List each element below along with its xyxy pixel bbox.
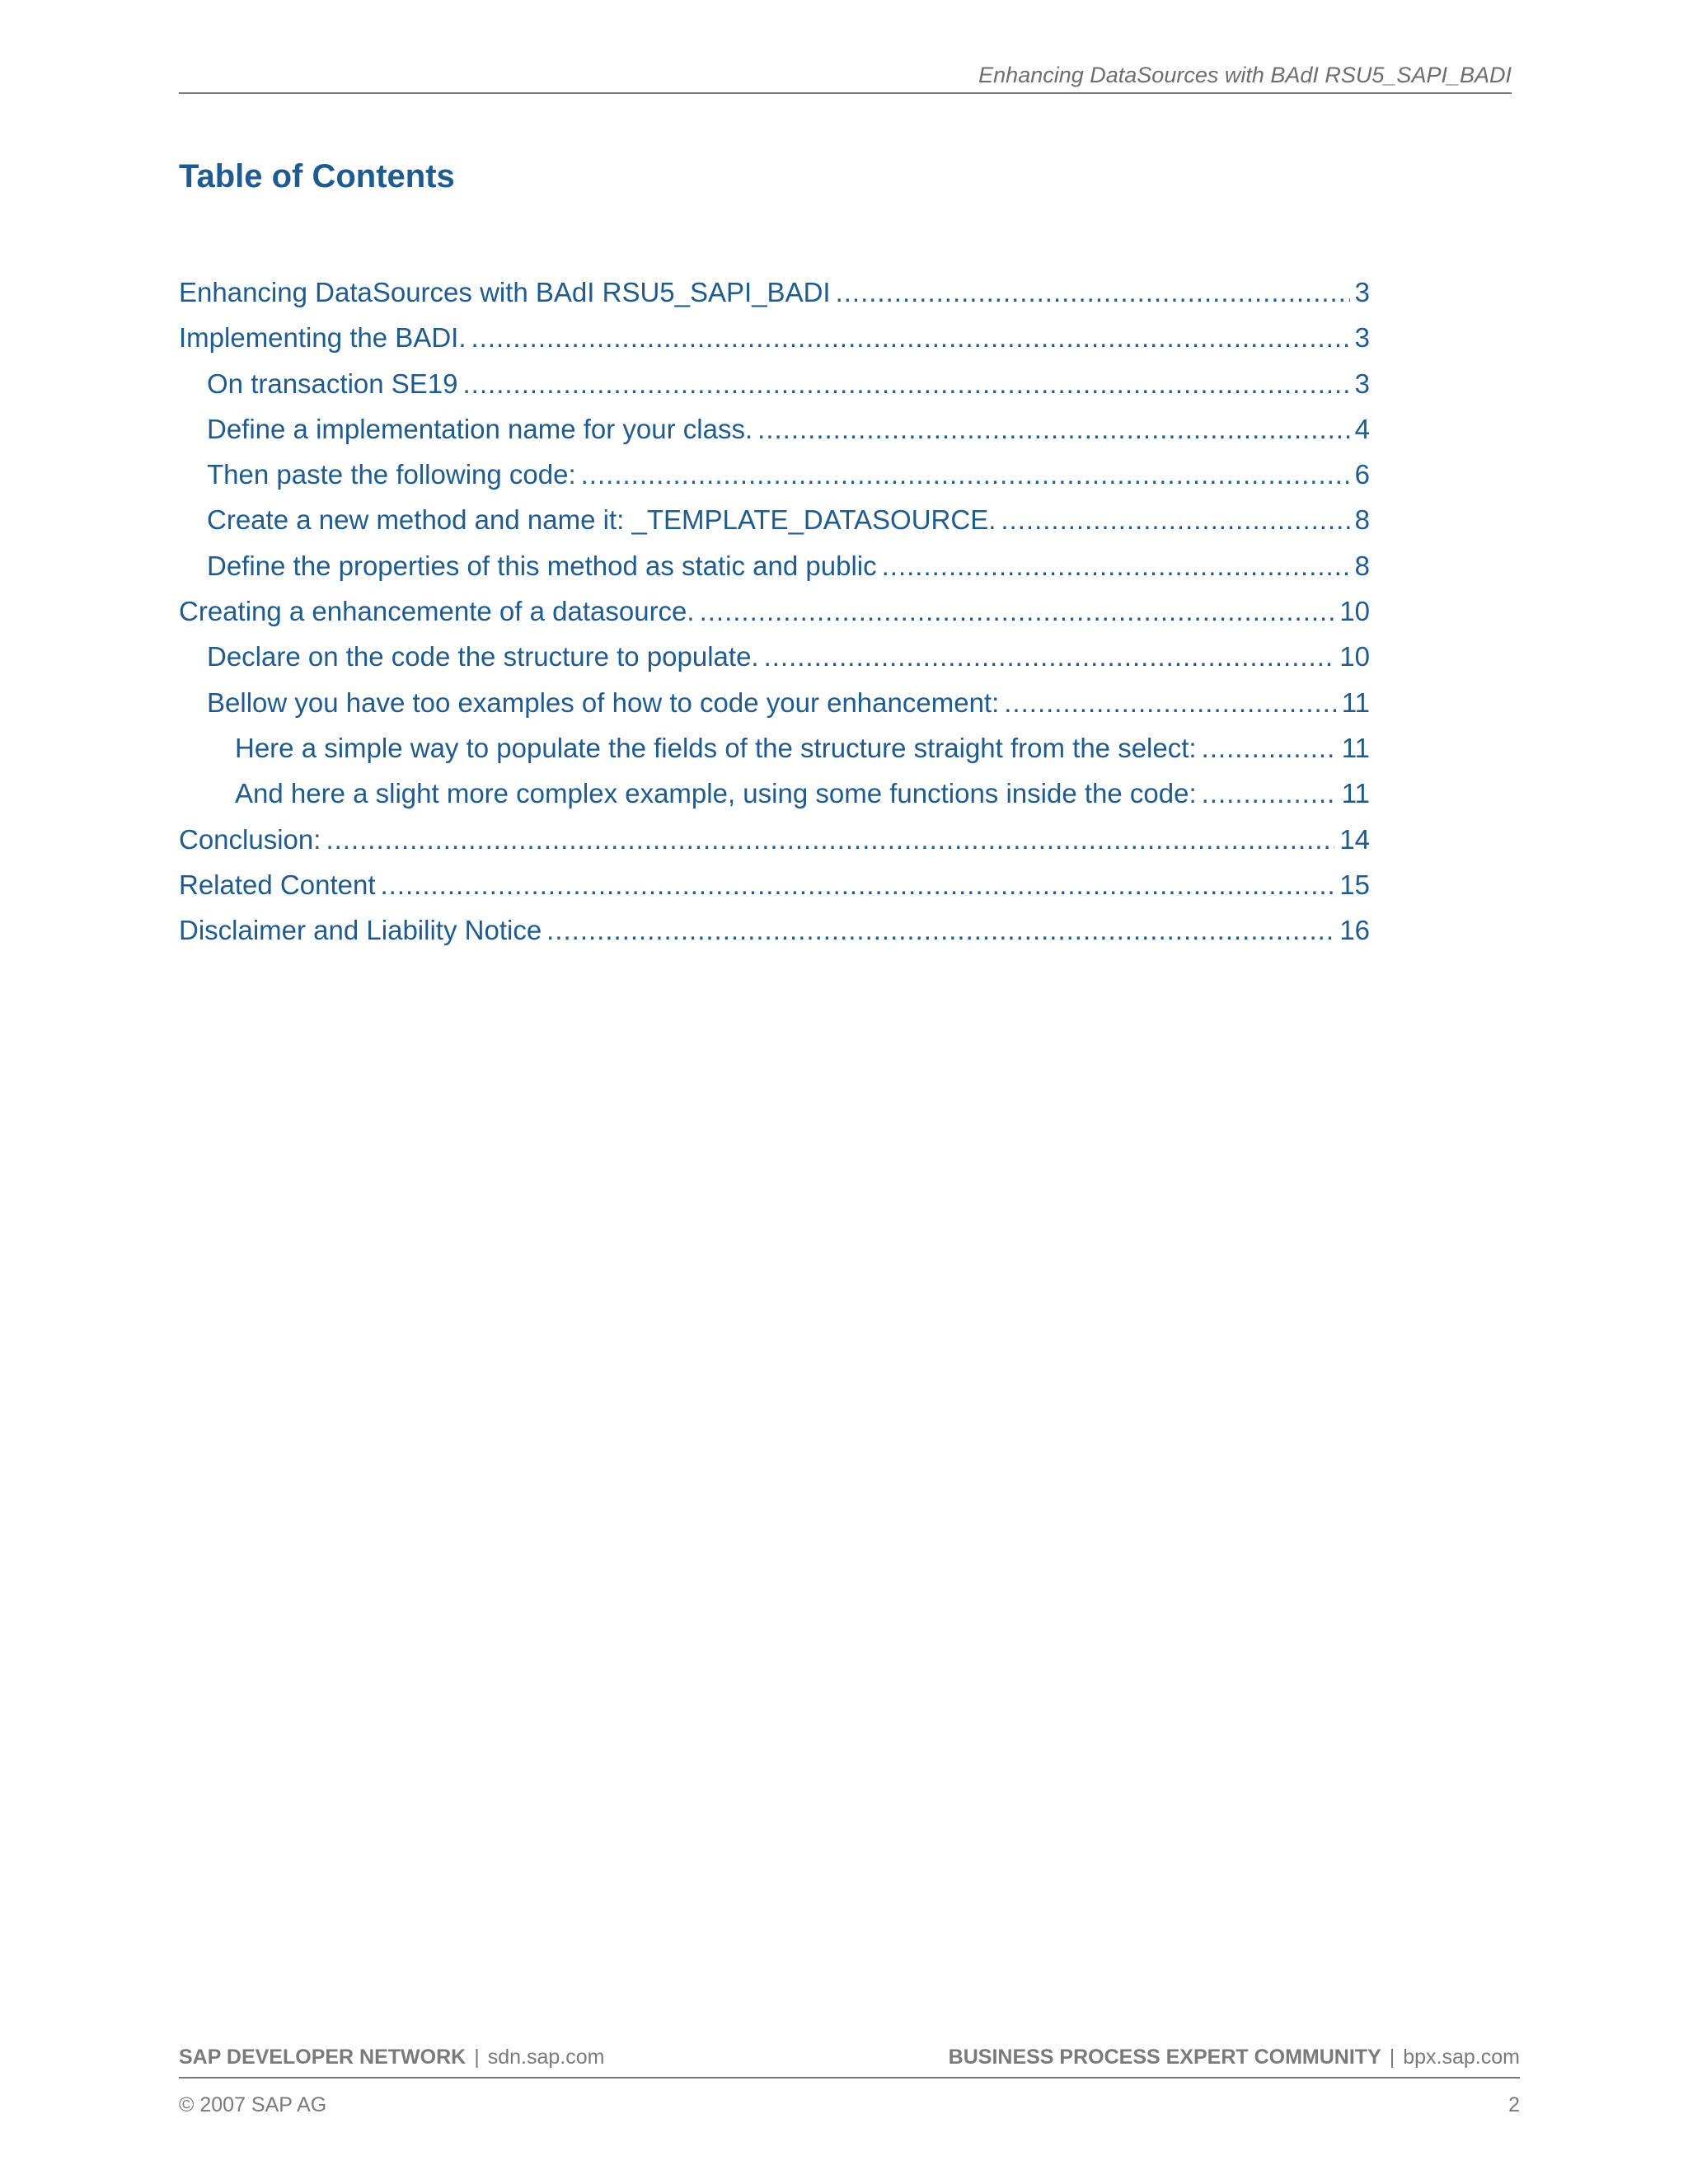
copyright: © 2007 SAP AG	[179, 2093, 327, 2116]
toc-entry-paste-code[interactable]	[179, 459, 1370, 504]
dot-leader	[381, 869, 1335, 901]
page-footer	[179, 2037, 1520, 2120]
footer-bpx-url[interactable]: bpx.sap.com	[1403, 2046, 1520, 2069]
toc-entry-title: Creating a enhancemente of a datasource.	[179, 596, 695, 627]
toc-entry-complex-example[interactable]	[179, 778, 1370, 823]
toc-entry-title: Conclusion:	[179, 823, 321, 855]
toc-entry-page: 16	[1339, 915, 1370, 946]
dot-leader	[326, 824, 1334, 855]
toc-entry-title: Here a simple way to populate the fields of the structure straight from the select:	[235, 732, 1197, 763]
toc-entry-related-content[interactable]	[179, 869, 1370, 915]
toc-entry-title: And here a slight more complex example, using some functions inside the code:	[235, 778, 1197, 809]
footer-bpx	[949, 2046, 1520, 2069]
toc-entry-title: Create a new method and name it: _TEMPLATE_DATASOURCE.	[207, 504, 996, 536]
toc-entry-define-implementation-name[interactable]	[179, 414, 1370, 459]
toc-entry-title: Declare on the code the structure to populate.	[207, 641, 759, 673]
toc-entry-simple-example[interactable]	[179, 733, 1370, 778]
toc-entry-page: 3	[1354, 322, 1370, 354]
toc-entry-page: 10	[1339, 596, 1370, 627]
toc-entry-title: Disclaimer and Liability Notice	[179, 915, 542, 946]
toc-entry-page: 8	[1354, 550, 1370, 581]
footer-bottom-row	[179, 2079, 1520, 2120]
dot-leader	[463, 368, 1350, 400]
toc-entry-title: Related Content	[179, 869, 376, 900]
toc-entry-title: Enhancing DataSources with BAdI RSU5_SAPI_BADI	[179, 277, 831, 307]
dot-leader	[1202, 778, 1337, 809]
toc-entry-code-examples[interactable]	[179, 687, 1370, 733]
toc-entry-title: Bellow you have too examples of how to code your enhancement:	[207, 687, 1000, 718]
toc-entry-creating-enhancement[interactable]	[179, 596, 1370, 641]
dot-leader	[581, 459, 1350, 490]
page-number: 2	[1508, 2093, 1520, 2116]
toc-entry-create-new-method[interactable]	[179, 504, 1370, 550]
toc-entry-page: 11	[1341, 687, 1370, 718]
footer-sdn-brand: SAP DEVELOPER NETWORK	[179, 2046, 467, 2069]
toc-entry-page: 11	[1341, 778, 1370, 809]
toc-entry-disclaimer[interactable]	[179, 915, 1370, 960]
toc-entry-page: 8	[1354, 504, 1370, 536]
toc-entry-transaction-se19[interactable]	[179, 368, 1370, 414]
dot-leader	[1004, 687, 1336, 719]
dot-leader	[836, 277, 1350, 308]
footer-links-row	[179, 2037, 1520, 2079]
toc-entry-title: Implementing the BADI.	[179, 322, 467, 354]
toc-entry-conclusion[interactable]	[179, 824, 1370, 869]
page-header	[179, 59, 1512, 94]
footer-sdn-url[interactable]: sdn.sap.com	[487, 2046, 605, 2069]
toc-entry-page: 6	[1354, 459, 1370, 490]
dot-leader	[546, 915, 1334, 946]
footer-bpx-brand: BUSINESS PROCESS EXPERT COMMUNITY	[948, 2046, 1381, 2069]
running-title: Enhancing DataSources with BAdI RSU5_SAPI_BADI	[978, 63, 1512, 87]
toc-entry-title: Then paste the following code:	[207, 459, 576, 490]
dot-leader	[1001, 504, 1349, 536]
toc-entry-page: 3	[1354, 277, 1370, 307]
dot-leader	[471, 322, 1350, 354]
dot-leader	[882, 551, 1350, 582]
toc-heading: Table of Contents	[179, 158, 455, 194]
toc-entry-enhancing-datasources[interactable]	[179, 277, 1370, 322]
toc-entry-page: 10	[1339, 641, 1370, 673]
toc-entry-page: 14	[1339, 823, 1370, 855]
footer-separator: |	[1389, 2046, 1395, 2069]
dot-leader	[757, 414, 1349, 445]
footer-separator: |	[474, 2046, 480, 2069]
toc-entry-page: 15	[1339, 869, 1370, 900]
footer-sdn	[179, 2046, 604, 2069]
toc-entry-page: 11	[1341, 732, 1370, 763]
toc-entry-page: 4	[1354, 413, 1370, 444]
toc-entry-title: Define a implementation name for your class.	[207, 413, 753, 444]
toc-entry-page: 3	[1354, 368, 1370, 399]
dot-leader	[1202, 733, 1337, 764]
table-of-contents	[179, 277, 1370, 960]
toc-entry-title: On transaction SE19	[207, 368, 458, 399]
toc-entry-method-properties[interactable]	[179, 551, 1370, 596]
dot-leader	[764, 641, 1335, 673]
toc-entry-implementing-badi[interactable]	[179, 322, 1370, 368]
dot-leader	[700, 596, 1335, 627]
toc-entry-title: Define the properties of this method as static and public	[207, 550, 877, 581]
toc-entry-declare-structure[interactable]	[179, 641, 1370, 687]
